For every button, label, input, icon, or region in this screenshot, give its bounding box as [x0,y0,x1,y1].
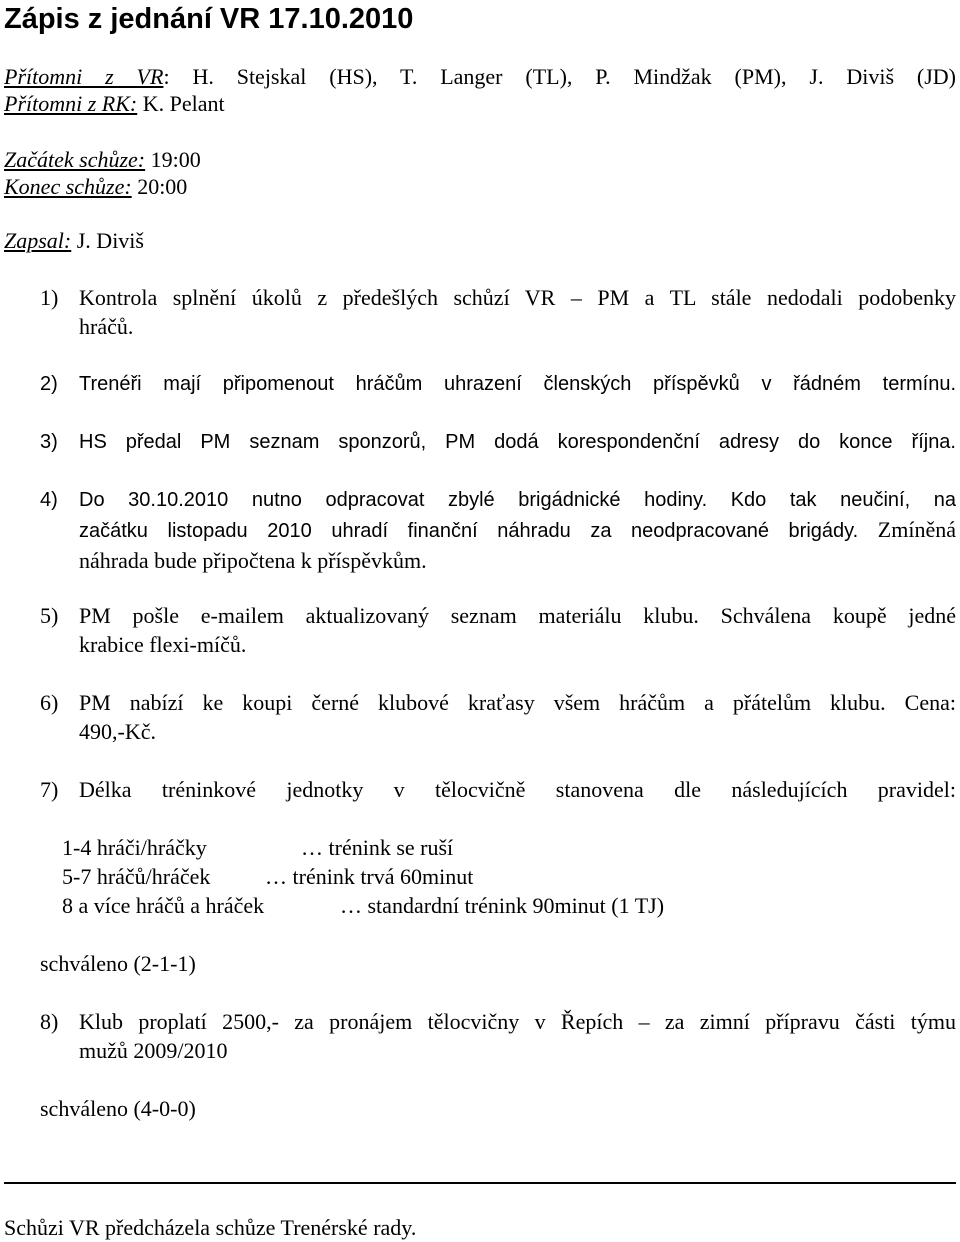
item-text: Trenéři mají připomenout hráčům uhrazení členských příspěvků v řádném termínu. [79,373,956,395]
agenda-item-1 [40,283,956,341]
agenda-item-8 [40,1007,956,1065]
meeting-start [4,146,201,173]
item-text: začátku listopadu 2010 uhradí finanční náhradu za neodpracované brigády. [79,520,859,542]
rule-result: … trénink se ruší [301,835,454,860]
meeting-end-value: 20:00 [137,174,188,199]
attendance-vr-name: H. Stejskal (HS), [192,64,378,89]
item-text: mužů 2009/2010 [79,1038,228,1063]
meeting-end [4,173,187,200]
agenda-item-6 [40,688,956,746]
item-text-line [79,515,956,546]
attendance-rk-label: Přítomni z RK: [4,91,138,116]
item-text: Zmíněná [877,517,956,542]
item-text: PM nabízí ke koupi černé klubové kraťasy všem hráčům a přátelům klubu. Cena: [79,690,956,715]
attendance-vr-name: T. Langer (TL), [400,64,573,89]
item-number: 6) [40,690,59,715]
attendance-vr-name: P. Mindžak (PM), [595,64,787,89]
agenda-item-5 [40,601,956,659]
agenda-item-3 [40,428,956,457]
item-text: 490,-Kč. [79,719,156,744]
rule-group: 1-4 hráči/hráčky [62,835,207,860]
item-text: HS předal PM seznam sponzorů, PM dodá korespondenční adresy do konce října. [79,431,956,453]
item-number: 1) [40,285,59,310]
horizontal-divider [4,1182,956,1184]
item-number: 2) [40,373,58,395]
item-text: Do 30.10.2010 nutno odpracovat zbylé brigádnické hodiny. Kdo tak neučiní, na [79,489,956,511]
item-text: Délka tréninkové jednotky v tělocvičně stanovena dle následujících pravidel: [79,777,956,802]
meeting-end-label: Konec schůze: [4,174,132,199]
recorder [4,227,144,254]
attendance-vr-name: J. Diviš (JD) [809,64,957,89]
footer-note: Schůzi VR předcházela schůze Trenérské rady. [4,1215,417,1240]
attendance-rk-names: K. Pelant [142,91,225,116]
item-number: 4) [40,489,58,511]
recorder-value: J. Diviš [76,228,144,253]
agenda-item-4 [40,486,956,575]
item-number: 3) [40,431,58,453]
agenda-item-7 [40,775,956,804]
item-text: Klub proplatí 2500,- za pronájem tělocvičny v Řepích – za zimní přípravu části týmu [79,1009,956,1034]
rule-group: 5-7 hráčů/hráček [62,864,211,889]
item-number: 7) [40,777,59,802]
attendance-vr: Přítomni z VR: H. Stejskal (HS), T. Langer (TL), P. Mindžak (PM), J. Diviš (JD) [4,64,957,89]
item-number: 5) [40,603,59,628]
meeting-start-label: Začátek schůze: [4,147,146,172]
item-number: 8) [40,1009,59,1034]
meeting-start-value: 19:00 [150,147,201,172]
vote-result: schváleno (2-1-1) [40,951,196,976]
attendance-vr-label: Přítomni z VR [4,64,164,89]
agenda-item-2 [40,370,956,399]
rule-result: … trénink trvá 60minut [265,864,474,889]
document-title: Zápis z jednání VR 17.10.2010 [4,3,414,35]
item-text: hráčů. [79,314,134,339]
recorder-label: Zapsal: [4,228,72,253]
item-text: Kontrola splnění úkolů z předešlých schůzí VR – PM a TL stále nedodali podobenky [79,285,956,310]
vote-result: schváleno (4-0-0) [40,1096,196,1121]
item-text: náhrada bude připočtena k příspěvkům. [79,548,427,573]
item-text: krabice flexi-míčů. [79,632,247,657]
attendance-rk [4,90,225,117]
rule-result: … standardní trénink 90minut (1 TJ) [340,893,665,918]
rule-group: 8 a více hráčů a hráček [62,893,265,918]
item-text: PM pošle e-mailem aktualizovaný seznam materiálu klubu. Schválena koupě jedné [79,603,956,628]
